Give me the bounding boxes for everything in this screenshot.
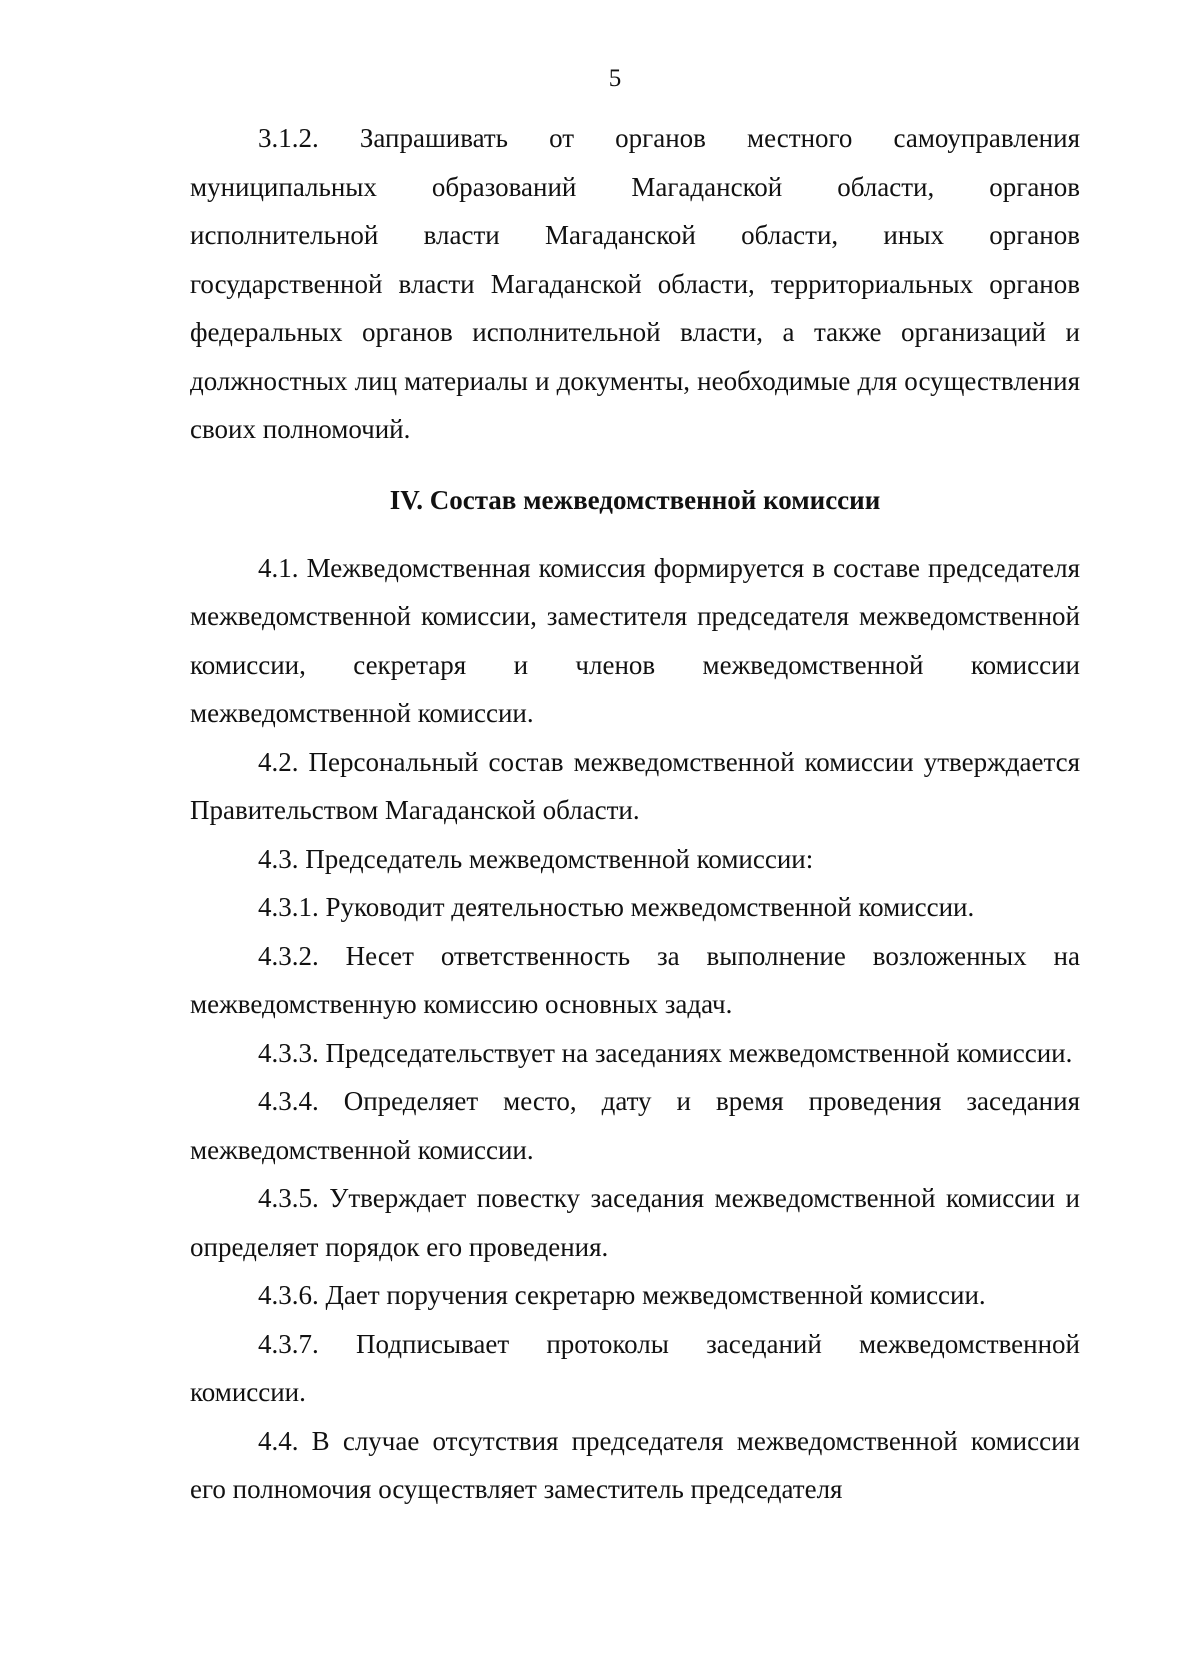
paragraph-4-3-1: 4.3.1. Руководит деятельностью межведомственной комиссии. <box>258 892 975 922</box>
paragraph-4-4: 4.4. В случае отсутствия председателя межведомственной комиссии его полномочия осуществляет заместитель председателя <box>190 1425 1080 1504</box>
paragraph-4-1: 4.1. Межведомственная комиссия формируется в составе председателя межведомственной комиссии, заместителя председателя межведомственной комиссии, секретаря и членов межведомственной комиссии межведомственной комиссии. <box>190 552 1080 728</box>
paragraph-3-1-2: 3.1.2. Запрашивать от органов местного самоуправления муниципальных образований Магаданской области, органов исполнительной власти Магаданской области, иных органов государственной власти Магаданской области, территориальных органов федеральных органов исполнительной власти, а также организаций и должностных лиц материалы и документы, необходимые для осуществления своих полномочий. <box>190 123 1080 444</box>
paragraph-4-3: 4.3. Председатель межведомственной комиссии: <box>258 843 814 874</box>
paragraph-4-3-3: 4.3.3. Председательствует на заседаниях межведомственной комиссии. <box>258 1037 1073 1068</box>
paragraph-4-3-4: 4.3.4. Определяет место, дату и время проведения заседания межведомственной комиссии. <box>190 1086 1080 1165</box>
paragraph-4-3-2: 4.3.2. Несет ответственность за выполнение возложенных на межведомственную комиссию основных задач. <box>190 940 1080 1019</box>
section-heading: IV. Состав межведомственной комиссии <box>389 484 881 515</box>
paragraph-4-3-5: 4.3.5. Утверждает повестку заседания межведомственной комиссии и определяет порядок его проведения. <box>190 1183 1080 1262</box>
paragraph-4-3-7: 4.3.7. Подписывает протоколы заседаний межведомственной комиссии. <box>190 1328 1080 1407</box>
page-number: 5 <box>608 65 622 92</box>
paragraph-4-3-6: 4.3.6. Дает поручения секретарю межведомственной комиссии. <box>258 1280 986 1310</box>
paragraph-4-2: 4.2. Персональный состав межведомственной комиссии утверждается Правительством Магаданской области. <box>190 746 1080 825</box>
